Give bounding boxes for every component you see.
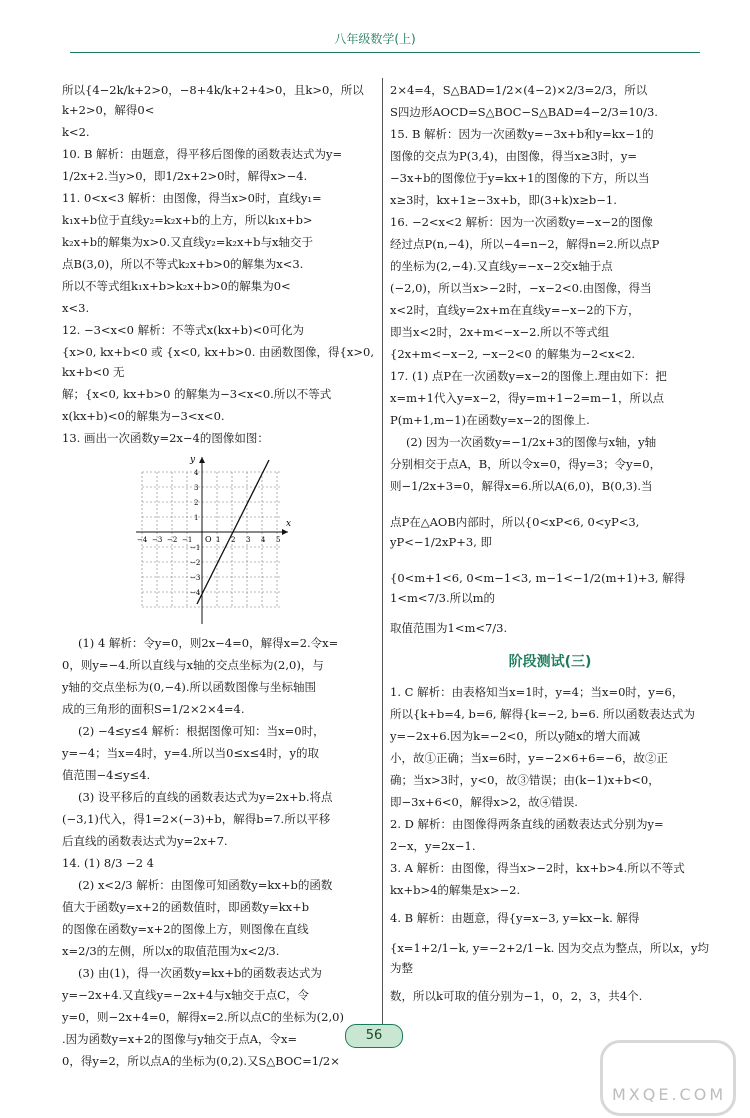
answer-line: (2) −4≤y≤4 解析：根据图像可知：当x=0时， (78, 724, 325, 738)
answer-line: P(m+1,m−1)在函数y=x−2的图像上. (390, 413, 590, 427)
answer-line: (2) 因为一次函数y=−1/2x+3的图像与x轴，y轴 (406, 435, 657, 449)
answer-line: 经过点P(n,−4)，所以−4=n−2，解得n=2.所以点P (390, 237, 660, 251)
q10-answer: 10. B 解析：由题意，得平移后图像的函数表达式为y= (62, 147, 343, 161)
q17-answer: 17. (1) 点P在一次函数y=x−2的图像上.理由如下：把 (390, 369, 667, 383)
left-column (62, 80, 374, 1073)
page-number: 56 (345, 1024, 403, 1048)
y-tick: 4 (194, 469, 199, 477)
answer-line: 点P在△AOB内部时，所以{0<xP<6, 0<yP<3, yP<−1/2xP+3, 即 (390, 515, 640, 549)
answer-line: k₂x+b的解集为x>0.又直线y₂=k₂x+b与x轴交于 (62, 235, 313, 249)
y-axis-label: y (190, 455, 196, 465)
answer-line: {x>0, kx+b<0 或 {x<0, kx+b>0. 由函数图像，得{x>0, kx+b<0 无 (62, 345, 374, 379)
watermark-logo (600, 1040, 736, 1116)
section-title: 阶段测试(三) (508, 654, 592, 670)
answer-line: y=−2x+6.因为k=−2<0，所以y随x的增大而减 (390, 729, 641, 743)
answer-line: 则−1/2x+3=0，解得x=6.所以A(6,0)，B(0,3).当 (390, 479, 653, 493)
x-tick: 1 (216, 536, 221, 544)
answer-line: 确；当x>3时，y<0，故③错误；由(k−1)x+b<0， (390, 773, 660, 787)
x-arrow (282, 529, 288, 535)
answer-line: −3x+b的图像位于y=kx+1的图像的下方，所以当 (390, 171, 650, 185)
q15-answer: 15. B 解析：因为一次函数y=−3x+b和y=kx−1的 (390, 127, 654, 141)
answer-line: 0，得y=2，所以点A的坐标为(0,2).又S△BOC=1/2× (62, 1054, 340, 1068)
answer-line: 所以{k+b=4, b=6, 解得{k=−2, b=6. 所以函数表达式为 (390, 707, 695, 721)
answer-line: 的图像在函数y=x+2的图像上方，则图像在直线 (62, 922, 309, 936)
answer-line: 所以{4−2k/k+2>0，−8+4k/k+2+4>0，且k>0，所以k+2>0，解得0< (62, 83, 364, 117)
y-tick: −2 (190, 559, 201, 567)
x-tick: −4 (137, 536, 148, 544)
answer-line: S四边形AOCD=S△BOC−S△BAD=4−2/3=10/3. (390, 105, 658, 119)
origin-label: O (205, 535, 212, 544)
answer-line: 点B(3,0)，所以不等式k₂x+b>0的解集为x<3. (62, 257, 304, 271)
coordinate-graph (132, 452, 292, 627)
tick-labels (137, 469, 280, 597)
answer-line: y=0，则−2x+4=0，解得x=2.所以点C的坐标为(2,0) (62, 1010, 344, 1024)
x-tick: 5 (276, 536, 281, 544)
answer-line: 即当x<2时，2x+m<−x−2.所以不等式组 (390, 325, 610, 339)
watermark-text: MXQE.COM (612, 1085, 727, 1104)
s4-answer: 4. B 解析：由题意，得{y=x−3, y=kx−k. 解得 (390, 911, 640, 925)
answer-line: 值大于函数y=x+2的函数值时，即函数y=kx+b (62, 900, 310, 914)
y-tick: −4 (190, 589, 201, 597)
y-tick: 1 (194, 514, 199, 522)
x-axis-label: x (286, 519, 292, 529)
answer-line: x<3. (62, 301, 90, 315)
y-tick: 3 (194, 484, 199, 492)
answer-line: 2−x，y=2x−1. (390, 839, 476, 853)
answer-line: (1) 4 解析：令y=0，则2x−4=0，解得x=2.令x= (78, 636, 339, 650)
answer-line: 1/2x+2.当y>0，即1/2x+2>0时，解得x>−4. (62, 169, 308, 183)
answer-line: 分别相交于点A，B，所以令x=0，得y=3；令y=0， (390, 457, 662, 471)
s1-answer: 1. C 解析：由表格知当x=1时，y=4；当x=0时，y=6， (390, 685, 684, 699)
x-tick: −1 (182, 536, 193, 544)
q14-answer: 14. (1) 8/3 −2 4 (62, 856, 154, 870)
answer-line: (3) 设平移后的直线的函数表达式为y=2x+b.将点 (78, 790, 333, 804)
q11-answer: 11. 0<x<3 解析：由图像，得当x>0时，直线y₁= (62, 191, 322, 205)
answer-line: {0<m+1<6, 0<m−1<3, m−1<−1/2(m+1)+3, 解得1<m<7/3.所以m的 (390, 571, 686, 605)
answer-line: (3) 由(1)，得一次函数y=kx+b的函数表达式为 (78, 966, 322, 980)
y-tick: 2 (194, 499, 199, 507)
answer-line: k<2. (62, 125, 90, 139)
x-tick: 4 (261, 536, 266, 544)
s3-answer: 3. A 解析：由图像，得当x>−2时，kx+b>4.所以不等式 (390, 861, 685, 875)
answer-line: (−3,1)代入，得1=2×(−3)+b，解得b=7.所以平移 (62, 812, 331, 826)
answer-line: x=m+1代入y=x−2，得y=m+1−2=m−1，所以点 (390, 391, 664, 405)
answer-line: 值范围−4≤y≤4. (62, 768, 151, 782)
answer-line: kx+b>4的解集是x>−2. (390, 883, 521, 897)
answer-line: 小，故①正确；当x=6时，y=−2×6+6=−6，故②正 (390, 751, 669, 765)
x-tick: −3 (152, 536, 163, 544)
answer-line: 数，所以k可取的值分别为−1，0，2，3，共4个. (390, 989, 643, 1003)
answer-line: y=−2x+4.又直线y=−2x+4与x轴交于点C，令 (62, 988, 309, 1002)
answer-line: x<2时，直线y=2x+m在直线y=−x−2的下方， (390, 303, 640, 317)
column-divider (382, 78, 383, 1048)
q16-answer: 16. −2<x<2 解析：因为一次函数y=−x−2的图像 (390, 215, 653, 229)
answer-line: 2×4=4，S△BAD=1/2×(4−2)×2/3=2/3，所以 (390, 83, 648, 97)
answer-line: 所以不等式组k₁x+b>k₂x+b>0的解集为0< (62, 279, 291, 293)
answer-line: k₁x+b位于直线y₂=k₂x+b的上方，所以k₁x+b> (62, 213, 313, 227)
right-column (390, 80, 710, 1008)
answer-line: y轴的交点坐标为(0,−4).所以函数图像与坐标轴围 (62, 680, 317, 694)
q12-answer: 12. −3<x<0 解析：不等式x(kx+b)<0可化为 (62, 323, 304, 337)
x-tick: 2 (231, 536, 236, 544)
answer-line: (2) x<2/3 解析：由图像可知函数y=kx+b的函数 (78, 878, 333, 892)
answer-line: 即−3x+6<0，解得x>2，故④错误. (390, 795, 578, 809)
answer-line: 0，则y=−4.所以直线与x轴的交点坐标为(2,0)，与 (62, 658, 324, 672)
x-tick: −2 (167, 536, 178, 544)
header-rule (70, 52, 700, 53)
q13-answer: 13. 画出一次函数y=2x−4的图像如图： (62, 431, 269, 445)
y-tick: −3 (190, 574, 201, 582)
page-header: 八年级数学(上) (334, 32, 416, 46)
answer-line: x≥3时，kx+1≥−3x+b，即(3+k)x≥b−1. (390, 193, 617, 207)
answer-line: y=−4；当x=4时，y=4.所以当0≤x≤4时，y的取 (62, 746, 320, 760)
answer-line: .因为函数y=x+2的图像与y轴交于点A，令x= (62, 1032, 298, 1046)
answer-line: {x=1+2/1−k, y=−2+2/1−k. 因为交点为整点，所以x，y均为整 (390, 941, 709, 975)
answer-line: 图像的交点为P(3,4)，由图像，得当x≥3时，y= (390, 149, 638, 163)
answer-line: (−2,0)，所以当x>−2时，−x−2<0.由图像，得当 (390, 281, 652, 295)
answer-line: 的坐标为(2,−4).又直线y=−x−2交x轴于点 (390, 259, 613, 273)
answer-line: 解；{x<0, kx+b>0 的解集为−3<x<0.所以不等式 (62, 387, 332, 401)
answer-line: {2x+m<−x−2, −x−2<0 的解集为−2<x<2. (390, 347, 636, 361)
answer-line: 后直线的函数表达式为y=2x+7. (62, 834, 228, 848)
x-tick: 3 (246, 536, 251, 544)
answer-line: x(kx+b)<0的解集为−3<x<0. (62, 409, 225, 423)
answer-line: 成的三角形的面积S=1/2×2×4=4. (62, 702, 245, 716)
answer-line: 取值范围为1<m<7/3. (390, 621, 508, 635)
s2-answer: 2. D 解析：由图像得两条直线的函数表达式分别为y= (390, 817, 664, 831)
answer-line: x=2/3的左侧，所以x的取值范围为x<2/3. (62, 944, 280, 958)
y-tick: −1 (190, 544, 201, 552)
y-arrow (199, 457, 205, 463)
